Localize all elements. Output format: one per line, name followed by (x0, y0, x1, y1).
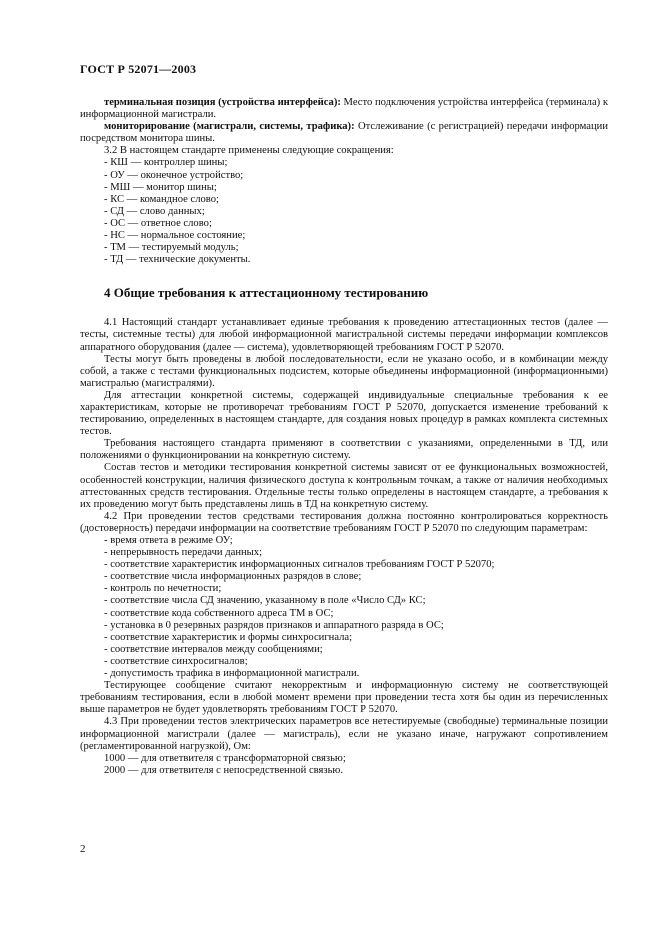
list-item: - МШ — монитор шины; (104, 182, 608, 194)
abbreviations-intro: 3.2 В настоящем стандарте применены следующие сокращения: (104, 145, 394, 157)
definition-term: терминальная позиция (устройства интерфейса): (104, 97, 341, 108)
list-item: - допустимость трафика в информационной магистрали. (104, 668, 608, 680)
list-item: - КШ — контроллер шины; (104, 157, 608, 169)
list-item: - непрерывность передачи данных; (104, 547, 608, 559)
document-header: ГОСТ Р 52071—2003 (80, 62, 197, 76)
list-item: - соответствие характеристик и формы синхросигнала; (104, 632, 608, 644)
list-item: - время ответа в режиме ОУ; (104, 535, 608, 547)
list-item: - установка в 0 резервных разрядов признаков и аппаратного разряда в ОС; (104, 620, 608, 632)
paragraph: Требования настоящего стандарта применяют в соответствии с указаниями, определенными в ТД, или положениями о функционировании на конкретную систему. (80, 438, 608, 462)
list-item: - ОУ — оконечное устройство; (104, 170, 608, 182)
list-item: - соответствие интервалов между сообщениями; (104, 644, 608, 656)
list-item: - ТМ — тестируемый модуль; (104, 242, 608, 254)
section-heading: 4 Общие требования к аттестационному тестированию (104, 285, 429, 301)
definition-text: Отслеживание (с регистрацией) передачи информации посредством монитора шины. (80, 121, 609, 145)
page-number: 2 (80, 843, 86, 855)
definition-term: мониторирование (магистрали, системы, трафика): (104, 121, 355, 133)
parameters-list (80, 535, 608, 680)
list-item: - соответствие синхросигналов; (104, 656, 608, 668)
paragraph: 4.1 Настоящий стандарт устанавливает единые требования к проведению аттестационных тестов (далее — тесты, системные тесты) для любой информационной магистральной системы передачи информации комплексов аппаратного оборудования (далее — система), удовлетворяющей требованиям ГОСТ Р 52070. (80, 317, 608, 353)
list-item: - ОС — ответное слово; (104, 218, 608, 230)
paragraph: 2000 — для ответвителя с непосредственной связью. (104, 764, 343, 776)
abbreviations-list (80, 157, 608, 266)
list-item: - контроль по нечетности; (104, 583, 608, 595)
list-item: - соответствие кода собственного адреса ТМ в ОС; (104, 608, 608, 620)
paragraph: 4.3 При проведении тестов электрических параметров все нетестируемые (свободные) терминальные позиции информационной магистрали (далее — магистраль), если не указано иначе, нагружают сопротивлением (регламентированной нагрузкой), Ом: (80, 716, 608, 752)
definition-monitoring (80, 121, 608, 145)
paragraph: Для аттестации конкретной системы, содержащей индивидуальные специальные требования к ее характеристикам, которые не противоречат требованиям ГОСТ Р 52070, допускается изменение требований к тестированию, определенных в настоящем стандарте, для создания новых процедур в рамках комплекта системных тестов. (80, 389, 608, 438)
definition-text: Место подключения устройства интерфейса (терминала) к информационной магистрали. (80, 97, 608, 121)
list-item: - соответствие числа информационных разрядов в слове; (104, 571, 608, 583)
paragraph: Состав тестов и методики тестирования конкретной системы зависят от ее функциональных возможностей, особенностей конструкции, наличия физического доступа к контрольным точкам, а также от наличия необходимых аттестованных средств тестирования. Отдельные тесты только определены в настоящем стандарте, а требования к их проведению могут быть представлены лишь в ТД на конкретную систему. (80, 462, 608, 510)
paragraph: Тесты могут быть проведены в любой последовательности, если не указано особо, и в комбинации между собой, а также с тестами функциональных подсистем, которые объединены информационной (информационными) магистралью (магистралями). (80, 353, 608, 389)
definition-terminal-position (80, 97, 608, 121)
paragraph: 4.2 При проведении тестов средствами тестирования должна постоянно контролироваться корректность (достоверность) передачи информации на соответствие требованиям ГОСТ Р 52070 по следующим параметрам: (80, 510, 608, 534)
list-item: - СД — слово данных; (104, 206, 608, 218)
list-item: - КС — командное слово; (104, 194, 608, 206)
list-item: - НС — нормальное состояние; (104, 230, 608, 242)
paragraph: 1000 — для ответвителя с трансформаторной связью; (104, 752, 346, 764)
paragraph: Тестирующее сообщение считают некорректным и информационную систему не соответствующей требованиям тестирования, если в любой момент времени при проведении теста хотя бы один из перечисленных выше параметров не будет удовлетворять требованиям ГОСТ Р 52070. (80, 680, 608, 716)
list-item: - ТД — технические документы. (104, 254, 608, 266)
list-item: - соответствие числа СД значению, указанному в поле «Число СД» КС; (104, 595, 608, 607)
page-body (80, 97, 608, 777)
list-item: - соответствие характеристик информационных сигналов требованиям ГОСТ Р 52070; (104, 559, 608, 571)
